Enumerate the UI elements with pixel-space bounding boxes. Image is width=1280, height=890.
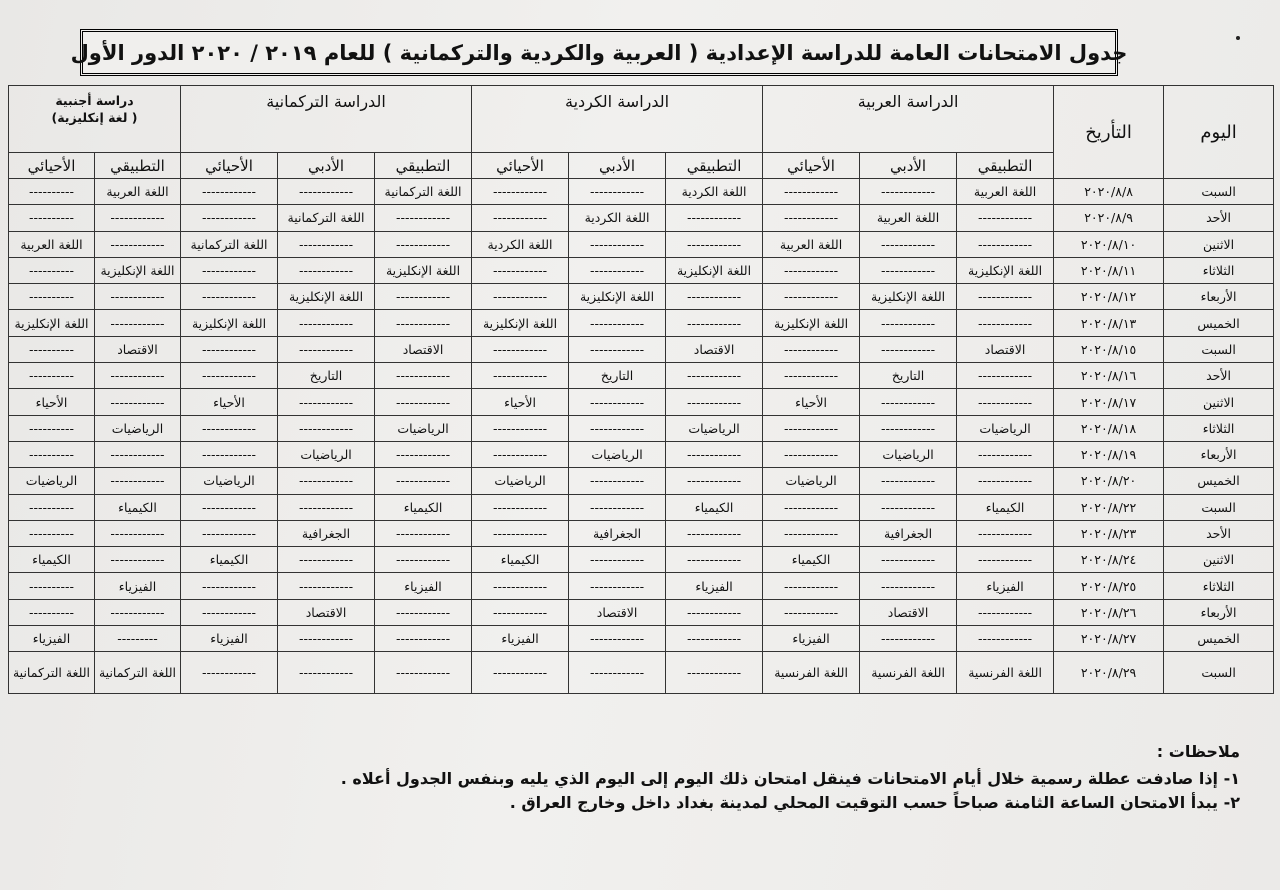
row-day: السبت: [1164, 336, 1274, 362]
subject-cell: اللغة الإنكليزية: [666, 257, 763, 283]
row-day: الأحد: [1164, 520, 1274, 546]
header-date: التأريخ: [1054, 86, 1164, 179]
subject-cell: ------------: [666, 599, 763, 625]
row-day: الأربعاء: [1164, 441, 1274, 467]
subject-cell: ----------: [9, 179, 95, 205]
subject-cell: ------------: [763, 257, 860, 283]
subject-cell: ------------: [569, 573, 666, 599]
table-row: [9, 626, 1274, 652]
header-kurdish-study: الدراسة الكردية: [472, 86, 763, 153]
table-row: [9, 284, 1274, 310]
subject-cell: ------------: [666, 363, 763, 389]
subject-cell: ------------: [957, 599, 1054, 625]
row-day: السبت: [1164, 652, 1274, 694]
table-row: [9, 363, 1274, 389]
table-row: [9, 415, 1274, 441]
row-day: الاثنين: [1164, 231, 1274, 257]
subject-cell: ------------: [375, 363, 472, 389]
subject-cell: ------------: [181, 441, 278, 467]
subject-cell: اللغة العربية: [860, 205, 957, 231]
subject-cell: الجغرافية: [278, 520, 375, 546]
subject-cell: ------------: [95, 389, 181, 415]
row-date: ٢٠٢٠/٨/١٩: [1054, 441, 1164, 467]
subject-cell: ------------: [375, 547, 472, 573]
subject-cell: الأحياء: [763, 389, 860, 415]
subject-cell: ------------: [957, 547, 1054, 573]
header-arabic-study: الدراسة العربية: [763, 86, 1054, 153]
subject-cell: ------------: [569, 626, 666, 652]
subject-cell: ------------: [666, 284, 763, 310]
subject-cell: اللغة الإنكليزية: [375, 257, 472, 283]
row-date: ٢٠٢٠/٨/٨: [1054, 179, 1164, 205]
header-foreign-line1: دراسة أجنبية: [55, 93, 134, 108]
subject-cell: ------------: [375, 626, 472, 652]
subject-cell: ------------: [569, 652, 666, 694]
row-date: ٢٠٢٠/٨/٢٣: [1054, 520, 1164, 546]
subject-cell: ------------: [181, 284, 278, 310]
page-title: جدول الامتحانات العامة للدراسة الإعدادية ( العربية والكردية والتركمانية ) للعام ٢٠١٩ / ٢٠٢٠ الدور الأول: [80, 29, 1118, 76]
subject-cell: ------------: [860, 468, 957, 494]
subject-cell: ------------: [181, 494, 278, 520]
subject-cell: الكيمياء: [666, 494, 763, 520]
subject-cell: الاقتصاد: [666, 336, 763, 362]
subject-cell: ------------: [957, 310, 1054, 336]
subject-cell: ----------: [9, 415, 95, 441]
row-date: ٢٠٢٠/٨/٢٤: [1054, 547, 1164, 573]
stream-biological: الأحيائي: [181, 153, 278, 179]
subject-cell: اللغة الإنكليزية: [569, 284, 666, 310]
notes-section: [240, 742, 1240, 815]
subject-cell: ------------: [860, 310, 957, 336]
subject-cell: ------------: [278, 652, 375, 694]
subject-cell: ------------: [569, 179, 666, 205]
subject-cell: ------------: [181, 179, 278, 205]
subject-cell: الرياضيات: [181, 468, 278, 494]
subject-cell: اللغة الإنكليزية: [95, 257, 181, 283]
subject-cell: التاريخ: [278, 363, 375, 389]
subject-cell: ----------: [9, 599, 95, 625]
subject-cell: ------------: [375, 310, 472, 336]
row-date: ٢٠٢٠/٨/١٨: [1054, 415, 1164, 441]
subject-cell: ------------: [666, 389, 763, 415]
subject-cell: التاريخ: [860, 363, 957, 389]
row-date: ٢٠٢٠/٨/١١: [1054, 257, 1164, 283]
row-date: ٢٠٢٠/٨/٢٦: [1054, 599, 1164, 625]
subject-cell: ------------: [472, 441, 569, 467]
subject-cell: ------------: [763, 179, 860, 205]
subject-cell: ------------: [569, 257, 666, 283]
subject-cell: ------------: [95, 231, 181, 257]
subject-cell: اللغة الإنكليزية: [181, 310, 278, 336]
stream-applied: التطبيقي: [666, 153, 763, 179]
row-day: الخميس: [1164, 626, 1274, 652]
row-date: ٢٠٢٠/٨/١٠: [1054, 231, 1164, 257]
subject-cell: ------------: [95, 441, 181, 467]
subject-cell: ------------: [375, 652, 472, 694]
subject-cell: ------------: [957, 205, 1054, 231]
subject-cell: ------------: [278, 389, 375, 415]
subject-cell: ------------: [666, 310, 763, 336]
subject-cell: ------------: [763, 494, 860, 520]
header-foreign-study: [9, 86, 181, 153]
subject-cell: ------------: [957, 520, 1054, 546]
subject-cell: الكيمياء: [763, 547, 860, 573]
subject-cell: ------------: [472, 599, 569, 625]
subject-cell: الاقتصاد: [957, 336, 1054, 362]
note-item: ١- إذا صادفت عطلة رسمية خلال أيام الامتحانات فينقل امتحان ذلك اليوم إلى اليوم الذي يليه وبنفس الجدول أعلاه .: [340, 769, 1240, 788]
stream-applied: التطبيقي: [375, 153, 472, 179]
subject-cell: ------------: [763, 284, 860, 310]
subject-cell: ------------: [860, 626, 957, 652]
subject-cell: ------------: [278, 179, 375, 205]
stream-biological: الأحيائي: [472, 153, 569, 179]
subject-cell: ------------: [860, 415, 957, 441]
subject-cell: ------------: [472, 336, 569, 362]
subject-cell: ------------: [472, 494, 569, 520]
subject-cell: الاقتصاد: [278, 599, 375, 625]
table-row: [9, 547, 1274, 573]
row-day: السبت: [1164, 494, 1274, 520]
subject-cell: ------------: [95, 520, 181, 546]
subject-cell: ------------: [957, 231, 1054, 257]
subject-cell: ------------: [278, 257, 375, 283]
subject-cell: ------------: [278, 573, 375, 599]
subject-cell: اللغة الفرنسية: [860, 652, 957, 694]
subject-cell: ------------: [666, 468, 763, 494]
table-row: [9, 257, 1274, 283]
table-row: [9, 205, 1274, 231]
header-foreign-line2: ( لغة إنكليزية): [51, 110, 138, 125]
row-date: ٢٠٢٠/٨/٩: [1054, 205, 1164, 231]
subject-cell: ------------: [375, 231, 472, 257]
subject-cell: الرياضيات: [860, 441, 957, 467]
subject-cell: الكيمياء: [181, 547, 278, 573]
subject-cell: الجغرافية: [569, 520, 666, 546]
subject-cell: الأحياء: [9, 389, 95, 415]
row-day: الثلاثاء: [1164, 573, 1274, 599]
row-date: ٢٠٢٠/٨/١٥: [1054, 336, 1164, 362]
row-date: ٢٠٢٠/٨/٢٢: [1054, 494, 1164, 520]
stream-literary: الأدبي: [278, 153, 375, 179]
subject-cell: اللغة الإنكليزية: [472, 310, 569, 336]
subject-cell: ------------: [181, 205, 278, 231]
subject-cell: ------------: [666, 231, 763, 257]
row-day: الاثنين: [1164, 547, 1274, 573]
subject-cell: ------------: [763, 441, 860, 467]
subject-cell: ------------: [569, 415, 666, 441]
subject-cell: ------------: [569, 468, 666, 494]
subject-cell: ------------: [860, 231, 957, 257]
subject-cell: الاقتصاد: [860, 599, 957, 625]
header-day: اليوم: [1164, 86, 1274, 179]
subject-cell: ------------: [181, 599, 278, 625]
table-row: [9, 389, 1274, 415]
subject-cell: الاقتصاد: [375, 336, 472, 362]
subject-cell: ------------: [957, 468, 1054, 494]
subject-cell: ------------: [472, 179, 569, 205]
subject-cell: الكيمياء: [957, 494, 1054, 520]
subject-cell: اللغة التركمانية: [375, 179, 472, 205]
subject-cell: اللغة الفرنسية: [763, 652, 860, 694]
table-row: [9, 441, 1274, 467]
row-date: ٢٠٢٠/٨/١٧: [1054, 389, 1164, 415]
subject-cell: ------------: [666, 652, 763, 694]
subject-cell: ------------: [666, 205, 763, 231]
subject-cell: ------------: [569, 336, 666, 362]
subject-cell: ------------: [472, 257, 569, 283]
subject-cell: ------------: [472, 573, 569, 599]
subject-cell: ------------: [95, 468, 181, 494]
subject-cell: اللغة التركمانية: [181, 231, 278, 257]
stray-dot: [1236, 36, 1240, 40]
subject-cell: ------------: [95, 310, 181, 336]
subject-cell: اللغة العربية: [957, 179, 1054, 205]
subject-cell: ------------: [375, 205, 472, 231]
row-day: الخميس: [1164, 468, 1274, 494]
table-row: [9, 599, 1274, 625]
subject-cell: ------------: [278, 468, 375, 494]
subject-cell: اللغة الفرنسية: [957, 652, 1054, 694]
subject-cell: الكيمياء: [375, 494, 472, 520]
subject-cell: ------------: [472, 652, 569, 694]
subject-cell: ------------: [860, 389, 957, 415]
subject-cell: ----------: [9, 573, 95, 599]
subject-cell: ------------: [860, 336, 957, 362]
subject-cell: الكيمياء: [9, 547, 95, 573]
subject-cell: الرياضيات: [9, 468, 95, 494]
subject-cell: الرياضيات: [666, 415, 763, 441]
subject-cell: ----------: [9, 284, 95, 310]
table-row: [9, 520, 1274, 546]
subject-cell: الفيزياء: [375, 573, 472, 599]
subject-cell: ------------: [95, 205, 181, 231]
row-date: ٢٠٢٠/٨/١٢: [1054, 284, 1164, 310]
row-date: ٢٠٢٠/٨/٢٥: [1054, 573, 1164, 599]
table-row: [9, 468, 1274, 494]
subject-cell: ------------: [860, 547, 957, 573]
subject-cell: ------------: [375, 599, 472, 625]
subject-cell: ------------: [763, 336, 860, 362]
row-day: الثلاثاء: [1164, 415, 1274, 441]
stream-applied: التطبيقي: [95, 153, 181, 179]
row-day: الخميس: [1164, 310, 1274, 336]
table-row: [9, 310, 1274, 336]
subject-cell: الفيزياء: [957, 573, 1054, 599]
row-date: ٢٠٢٠/٨/٢٧: [1054, 626, 1164, 652]
row-day: الاثنين: [1164, 389, 1274, 415]
subject-cell: ------------: [763, 599, 860, 625]
subject-cell: ------------: [278, 547, 375, 573]
subject-cell: الكيمياء: [472, 547, 569, 573]
subject-cell: اللغة التركمانية: [95, 652, 181, 694]
subject-cell: ------------: [957, 441, 1054, 467]
subject-cell: ------------: [666, 441, 763, 467]
subject-cell: ------------: [957, 626, 1054, 652]
row-day: السبت: [1164, 179, 1274, 205]
row-day: الأحد: [1164, 205, 1274, 231]
subject-cell: ----------: [9, 336, 95, 362]
subject-cell: ------------: [569, 494, 666, 520]
subject-cell: ------------: [860, 179, 957, 205]
subject-cell: اللغة التركمانية: [278, 205, 375, 231]
subject-cell: ------------: [375, 389, 472, 415]
subject-cell: اللغة الإنكليزية: [860, 284, 957, 310]
subject-cell: ------------: [181, 363, 278, 389]
subject-cell: الفيزياء: [472, 626, 569, 652]
subject-cell: الاقتصاد: [95, 336, 181, 362]
subject-cell: اللغة العربية: [95, 179, 181, 205]
subject-cell: اللغة التركمانية: [9, 652, 95, 694]
subject-cell: ------------: [957, 284, 1054, 310]
table-row: [9, 231, 1274, 257]
subject-cell: ------------: [278, 494, 375, 520]
subject-cell: ------------: [763, 363, 860, 389]
header-turkmen-study: الدراسة التركمانية: [181, 86, 472, 153]
subject-cell: اللغة الكردية: [569, 205, 666, 231]
subject-cell: الكيمياء: [95, 494, 181, 520]
subject-cell: اللغة العربية: [763, 231, 860, 257]
subject-cell: الرياضيات: [278, 441, 375, 467]
subject-cell: ------------: [763, 573, 860, 599]
subject-cell: ------------: [763, 520, 860, 546]
subject-cell: التاريخ: [569, 363, 666, 389]
subject-cell: ------------: [763, 415, 860, 441]
subject-cell: ------------: [181, 573, 278, 599]
subject-cell: ----------: [9, 257, 95, 283]
subject-cell: ------------: [181, 336, 278, 362]
table-row: [9, 494, 1274, 520]
subject-cell: الرياضيات: [472, 468, 569, 494]
subject-cell: ------------: [95, 547, 181, 573]
table-row: [9, 179, 1274, 205]
subject-cell: ------------: [472, 205, 569, 231]
stream-biological: الأحيائي: [9, 153, 95, 179]
row-date: ٢٠٢٠/٨/١٦: [1054, 363, 1164, 389]
subject-cell: الفيزياء: [181, 626, 278, 652]
subject-cell: ------------: [666, 547, 763, 573]
subject-cell: ------------: [763, 205, 860, 231]
notes-title: ملاحظات :: [1156, 742, 1240, 761]
table-row: [9, 336, 1274, 362]
subject-cell: ------------: [569, 389, 666, 415]
subject-cell: الجغرافية: [860, 520, 957, 546]
stream-literary: الأدبي: [860, 153, 957, 179]
row-date: ٢٠٢٠/٨/٢٩: [1054, 652, 1164, 694]
subject-cell: ------------: [569, 231, 666, 257]
subject-cell: ----------: [9, 494, 95, 520]
subject-cell: ------------: [278, 231, 375, 257]
subject-cell: ------------: [278, 336, 375, 362]
subject-cell: ------------: [472, 415, 569, 441]
subject-cell: اللغة الإنكليزية: [9, 310, 95, 336]
subject-cell: ------------: [375, 520, 472, 546]
subject-cell: الرياضيات: [375, 415, 472, 441]
subject-cell: ------------: [95, 599, 181, 625]
stream-applied: التطبيقي: [957, 153, 1054, 179]
subject-cell: اللغة الكردية: [472, 231, 569, 257]
subject-cell: ------------: [860, 494, 957, 520]
subject-cell: ----------: [9, 441, 95, 467]
subject-cell: الفيزياء: [763, 626, 860, 652]
subject-cell: اللغة العربية: [9, 231, 95, 257]
subject-cell: ------------: [181, 257, 278, 283]
subject-cell: الفيزياء: [9, 626, 95, 652]
subject-cell: ----------: [9, 205, 95, 231]
subject-cell: ------------: [375, 284, 472, 310]
subject-cell: ------------: [569, 310, 666, 336]
note-item: ٢- يبدأ الامتحان الساعة الثامنة صباحاً حسب التوقيت المحلي لمدينة بغداد داخل وخارج العراق .: [509, 793, 1240, 812]
subject-cell: الرياضيات: [957, 415, 1054, 441]
exam-schedule-table: [8, 85, 1274, 694]
table-row: [9, 652, 1274, 694]
subject-cell: ------------: [957, 389, 1054, 415]
subject-cell: ------------: [472, 520, 569, 546]
stream-biological: الأحيائي: [763, 153, 860, 179]
subject-cell: الرياضيات: [95, 415, 181, 441]
subject-cell: الاقتصاد: [569, 599, 666, 625]
subject-cell: اللغة الإنكليزية: [763, 310, 860, 336]
subject-cell: ------------: [472, 284, 569, 310]
row-day: الأحد: [1164, 363, 1274, 389]
row-day: الأربعاء: [1164, 284, 1274, 310]
schedule-body: [9, 179, 1274, 694]
row-date: ٢٠٢٠/٨/١٣: [1054, 310, 1164, 336]
subject-cell: اللغة الكردية: [666, 179, 763, 205]
subject-cell: ------------: [278, 415, 375, 441]
subject-cell: الرياضيات: [763, 468, 860, 494]
stream-literary: الأدبي: [569, 153, 666, 179]
subject-cell: ------------: [860, 573, 957, 599]
subject-cell: ------------: [278, 310, 375, 336]
subject-cell: الأحياء: [181, 389, 278, 415]
subject-cell: ------------: [375, 468, 472, 494]
subject-cell: اللغة الإنكليزية: [957, 257, 1054, 283]
subject-cell: الفيزياء: [95, 573, 181, 599]
row-day: الأربعاء: [1164, 599, 1274, 625]
subject-cell: اللغة الإنكليزية: [278, 284, 375, 310]
subject-cell: ------------: [278, 626, 375, 652]
subject-cell: الأحياء: [472, 389, 569, 415]
row-day: الثلاثاء: [1164, 257, 1274, 283]
subject-cell: الرياضيات: [569, 441, 666, 467]
subject-cell: ------------: [181, 652, 278, 694]
subject-cell: ------------: [860, 257, 957, 283]
subject-cell: ------------: [666, 626, 763, 652]
subject-cell: ----------: [9, 363, 95, 389]
subject-cell: ------------: [95, 363, 181, 389]
table-row: [9, 573, 1274, 599]
subject-cell: ------------: [666, 520, 763, 546]
row-date: ٢٠٢٠/٨/٢٠: [1054, 468, 1164, 494]
subject-cell: ---------: [95, 626, 181, 652]
subject-cell: ------------: [181, 415, 278, 441]
subject-cell: ----------: [9, 520, 95, 546]
subject-cell: الفيزياء: [666, 573, 763, 599]
subject-cell: ------------: [181, 520, 278, 546]
subject-cell: ------------: [472, 363, 569, 389]
subject-cell: ------------: [375, 441, 472, 467]
subject-cell: ------------: [95, 284, 181, 310]
subject-cell: ------------: [569, 547, 666, 573]
subject-cell: ------------: [957, 363, 1054, 389]
